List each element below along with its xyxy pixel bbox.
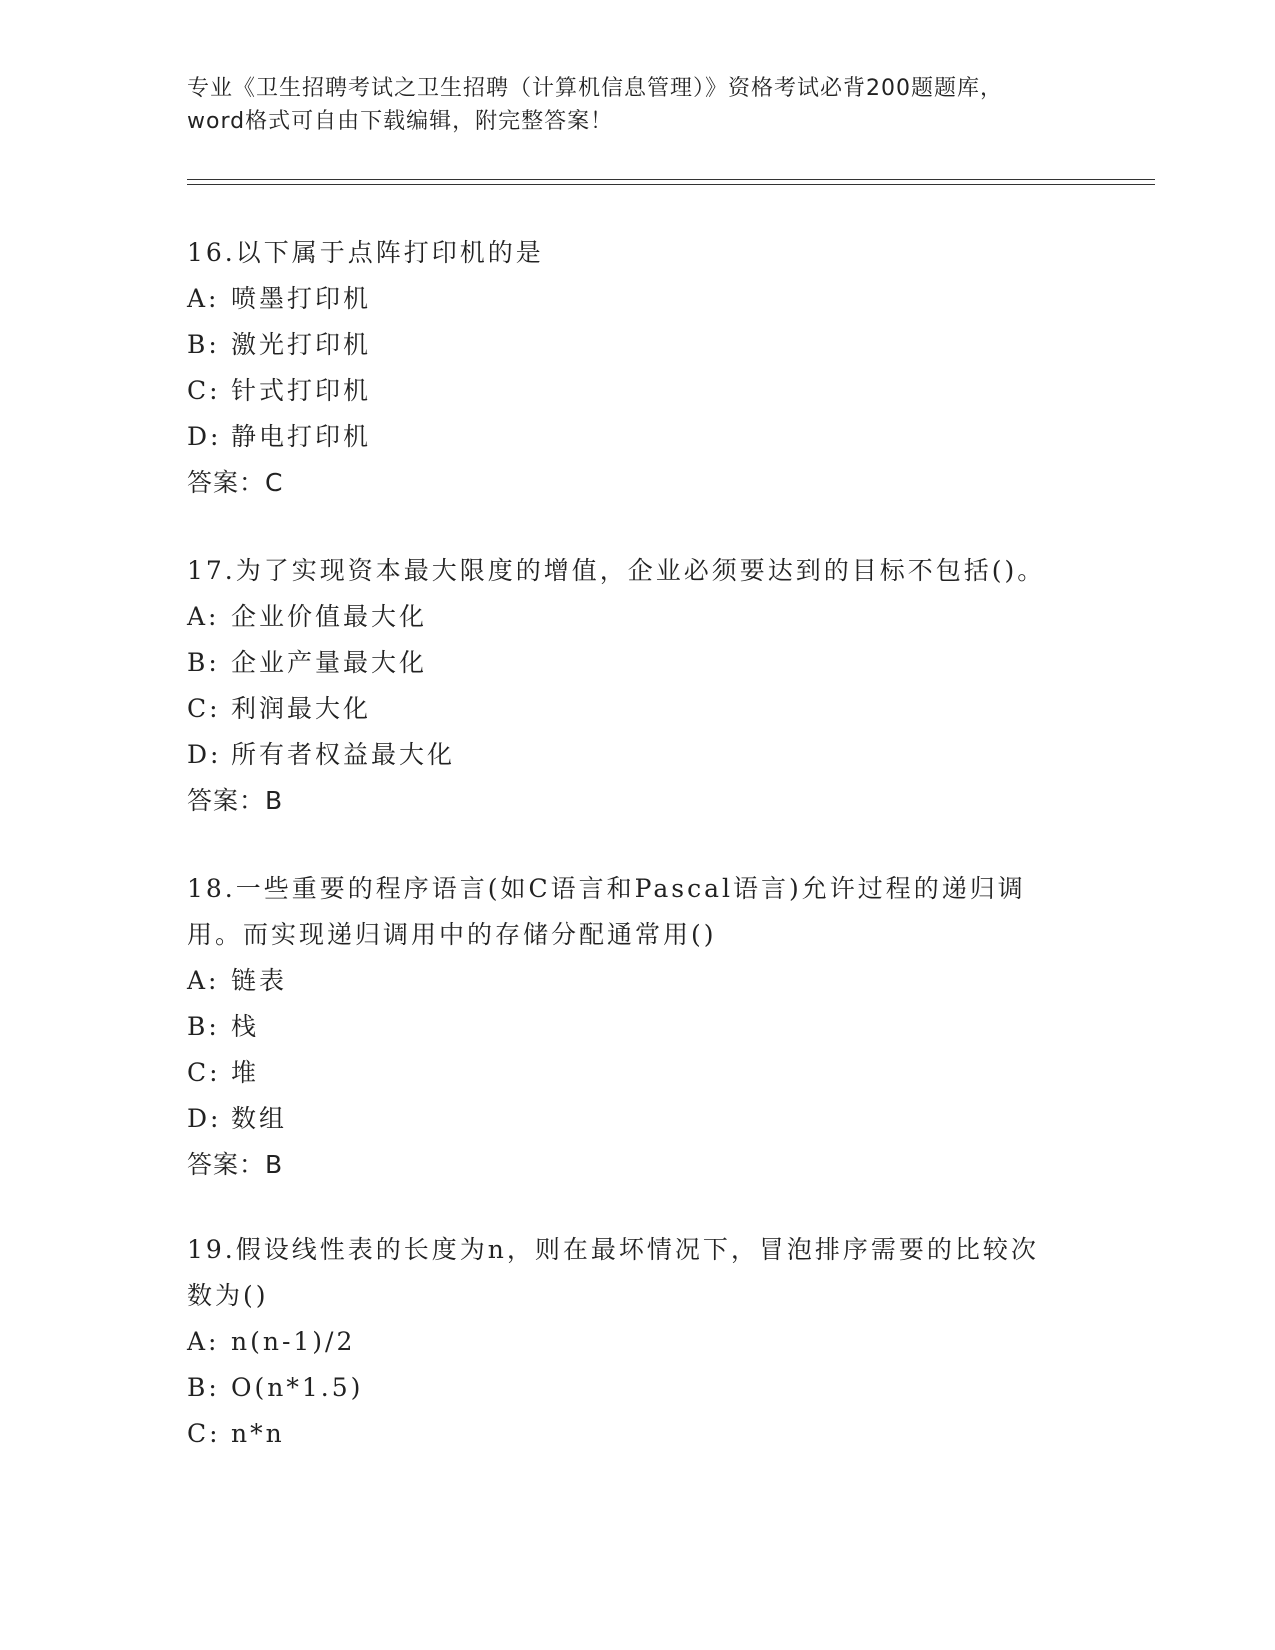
option-text: 利润最大化: [231, 694, 372, 723]
option-letter: C:: [187, 1419, 221, 1448]
option-c: [187, 1411, 1087, 1457]
option-text: 企业价值最大化: [231, 602, 428, 631]
option-letter: C:: [187, 1058, 221, 1087]
question-16: [187, 230, 1087, 506]
option-b: [187, 1004, 1087, 1050]
option-text: 栈: [231, 1012, 260, 1041]
option-letter: D:: [187, 1104, 222, 1133]
header-divider-bottom: [187, 184, 1155, 185]
option-text: 喷墨打印机: [231, 284, 372, 313]
option-letter: A:: [187, 602, 220, 631]
question-stem: 16.以下属于点阵打印机的是: [187, 238, 544, 267]
answer-line: 答案：B: [187, 786, 284, 815]
option-letter: B:: [187, 1373, 220, 1402]
option-a: [187, 594, 1087, 640]
question-stem: 17.为了实现资本最大限度的增值，企业必须要达到的目标不包括()。: [187, 556, 1046, 585]
option-text: O(n*1.5): [231, 1373, 364, 1402]
document-header: [187, 72, 1087, 138]
question-stem: 19.假设线性表的长度为n，则在最坏情况下，冒泡排序需要的比较次: [187, 1235, 1039, 1264]
option-text: 静电打印机: [231, 422, 372, 451]
option-b: [187, 1365, 1087, 1411]
option-letter: B:: [187, 1012, 220, 1041]
option-text: 链表: [231, 966, 288, 995]
option-a: [187, 958, 1087, 1004]
option-letter: A:: [187, 1327, 220, 1356]
answer-line: 答案：B: [187, 1150, 284, 1179]
option-letter: D:: [187, 740, 222, 769]
option-c: [187, 368, 1087, 414]
question-19: [187, 1227, 1087, 1457]
option-d: [187, 414, 1087, 460]
option-text: 堆: [231, 1058, 260, 1087]
header-line-1: 专业《卫生招聘考试之卫生招聘（计算机信息管理）》资格考试必背200题题库，: [187, 76, 1003, 101]
option-text: 数组: [231, 1104, 288, 1133]
option-a: [187, 276, 1087, 322]
option-text: 所有者权益最大化: [231, 740, 456, 769]
option-letter: C:: [187, 376, 221, 405]
header-line-2: word格式可自由下载编辑，附完整答案！: [187, 109, 614, 134]
option-text: n*n: [231, 1419, 285, 1448]
question-stem: 18.一些重要的程序语言(如C语言和Pascal语言)允许过程的递归调: [187, 874, 1026, 903]
option-letter: A:: [187, 966, 220, 995]
option-c: [187, 686, 1087, 732]
option-letter: B:: [187, 330, 220, 359]
option-d: [187, 732, 1087, 778]
option-d: [187, 1096, 1087, 1142]
question-stem-continued: 数为(): [187, 1281, 269, 1310]
option-c: [187, 1050, 1087, 1096]
option-text: 企业产量最大化: [231, 648, 428, 677]
option-b: [187, 322, 1087, 368]
option-text: 激光打印机: [231, 330, 372, 359]
question-17: [187, 548, 1087, 824]
question-18: [187, 866, 1087, 1188]
option-a: [187, 1319, 1087, 1365]
option-letter: A:: [187, 284, 220, 313]
option-letter: C:: [187, 694, 221, 723]
answer-line: 答案：C: [187, 468, 284, 497]
option-letter: D:: [187, 422, 222, 451]
option-letter: B:: [187, 648, 220, 677]
option-b: [187, 640, 1087, 686]
option-text: n(n-1)/2: [231, 1327, 356, 1356]
option-text: 针式打印机: [231, 376, 372, 405]
header-divider-top: [187, 179, 1155, 180]
question-stem-continued: 用。而实现递归调用中的存储分配通常用(): [187, 920, 717, 949]
